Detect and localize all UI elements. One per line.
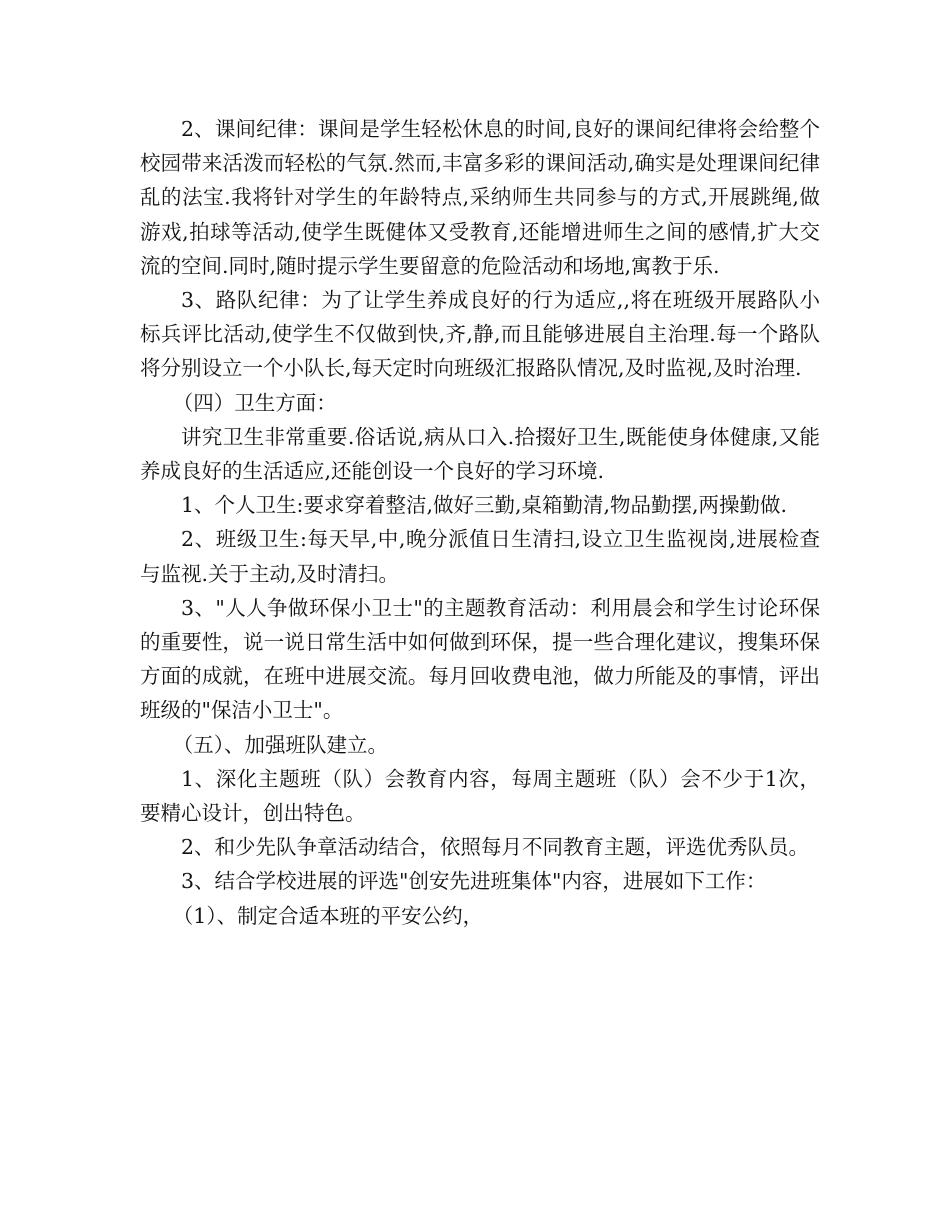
paragraph-class-hygiene: 2、班级卫生:每天早,中,晚分派值日生清扫,设立卫生监视岗,进展检查与监视.关于主动,及时清扫。 [140,527,820,586]
paragraph-recess-discipline: 2、课间纪律：课间是学生轻松休息的时间,良好的课间纪律将会给整个校园带来活泼而轻松的气氛.然而,丰富多彩的课间活动,确实是处理课间纪律乱的法宝.我将针对学生的年龄特点,采纳师生共同参与的方式,开展跳绳,做游戏,拍球等活动,使学生既健体又受教育,还能增进师生之间的感情,扩大交流的空间.同时,随时提示学生要留意的危险活动和场地,寓教于乐. [140,117,820,278]
paragraph-queue-discipline: 3、路队纪律：为了让学生养成良好的行为适应,,将在班级开展路队小标兵评比活动,使学生不仅做到快,齐,静,而且能够进展自主治理.每一个路队将分别设立一个小队长,每天定时向班级汇报路队情况,及时监视,及时治理. [140,288,820,381]
document-body [140,112,820,933]
paragraph-hygiene-intro: 讲究卫生非常重要.俗话说,病从口入.拾掇好卫生,既能使身体健康,又能养成良好的生活适应,还能创设一个良好的学习环境. [140,424,820,484]
section-heading-hygiene: （四）卫生方面： [172,390,337,415]
paragraph-safety-selection: 3、结合学校进展的评选"创安先进班集体"内容，进展如下工作： [181,869,767,894]
paragraph-environment-activity: 3、"人人争做环保小卫士"的主题教育活动：利用晨会和学生讨论环保的重要性，说一说日常生活中如何做到环保，提一些合理化建议，搜集环保方面的成就，在班中进展交流。每月回收费电池，做力所能及的事情，评出班级的"保洁小卫士"。 [140,595,820,723]
paragraph-pioneer-activity: 2、和少先队争章活动结合，依照每月不同教育主题，评选优秀队员。 [181,835,810,860]
paragraph-theme-meeting: 1、深化主题班（队）会教育内容，每周主题班（队）会不少于1次，要精心设计，创出特色。 [140,766,820,826]
paragraph-safety-pact: （1）、制定合适本班的平安公约， [172,903,484,928]
section-heading-team-building: （五）、加强班队建立。 [172,732,389,757]
paragraph-personal-hygiene: 1、个人卫生:要求穿着整洁,做好三勤,桌箱勤清,物品勤摆,两操勤做. [181,493,788,518]
